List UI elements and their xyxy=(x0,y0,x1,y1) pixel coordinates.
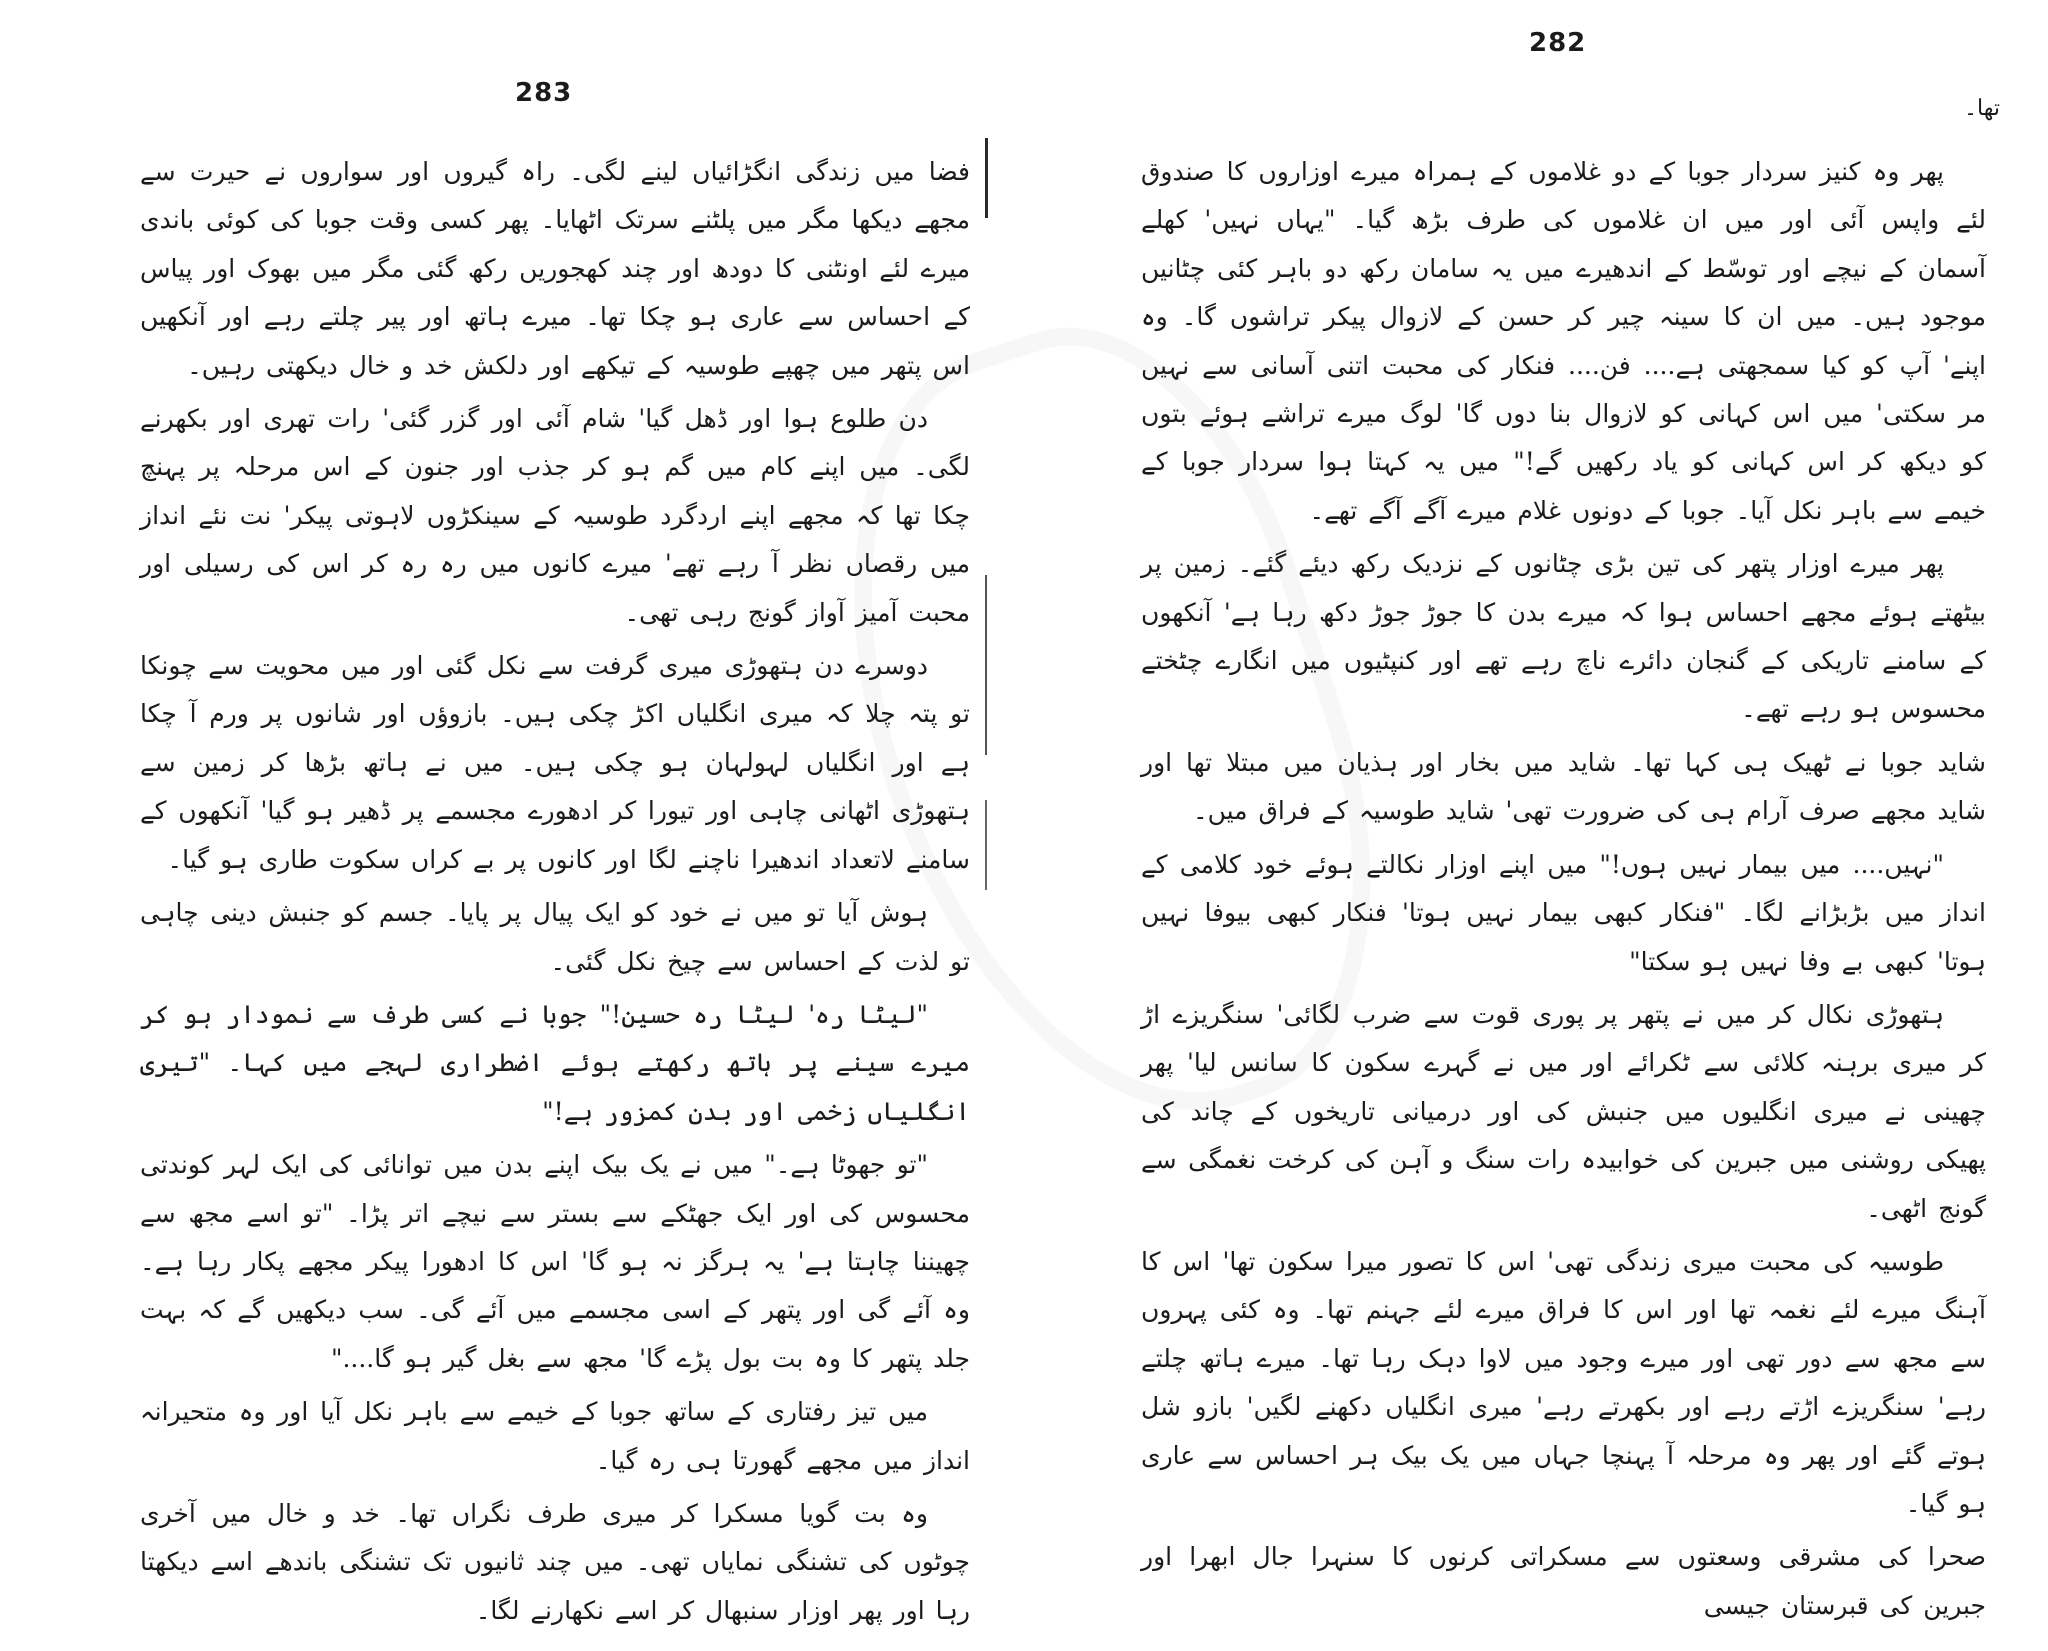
paragraph: شاید جوبا نے ٹھیک ہی کہا تھا۔ شاید میں بخار اور ہذیان میں مبتلا تھا اور شاید مجھے صرف آرام ہی کی ضرورت تھی' شاید طوسیہ کے فراق میں۔ xyxy=(1141,747,1986,826)
carry-over-word: تھا۔ xyxy=(1964,96,2000,121)
right-page-text xyxy=(1141,148,1986,1635)
right-page xyxy=(1024,0,2048,1651)
paragraph: پھر میرے اوزار پتھر کی تین بڑی چٹانوں کے نزدیک رکھ دیئے گئے۔ زمین پر بیٹھتے ہوئے مجھے احساس ہوا کہ میرے بدن کا جوڑ جوڑ دکھ رہا ہے' آنکھوں کے سامنے تاریکی کے گنجان دائرے ناچ رہے تھے اور کنپٹیوں میں انگارے چٹختے محسوس ہو رہے تھے۔ xyxy=(1141,549,1986,724)
paragraph: وہ بت گویا مسکرا کر میری طرف نگراں تھا۔ خد و خال میں آخری چوٹوں کی تشنگی نمایاں تھی۔ میں چند ثانیوں تک تشنگی باندھے اسے دیکھتا رہا اور پھر اوزار سنبھال کر اسے نکھارنے لگا۔ xyxy=(140,1498,970,1625)
paragraph: میں تیز رفتاری کے ساتھ جوبا کے خیمے سے باہر نکل آیا اور وہ متحیرانہ انداز میں مجھے گھورتا ہی رہ گیا۔ xyxy=(140,1397,970,1475)
paragraph: دن طلوع ہوا اور ڈھل گیا' شام آئی اور گزر گئی' رات تھری اور بکھرنے لگی۔ میں اپنے کام میں گم ہو کر جذب اور جنون کے اس مرحلہ پر پہنچ چکا تھا کہ مجھے اپنے اردگرد طوسیہ کے سینکڑوں لاہوتی پیکر' نت نئے انداز میں رقصاں نظر آ رہے تھے' میرے کانوں میں رہ رہ کر اس کی رسیلی اور محبت آمیز آواز گونج رہی تھی۔ xyxy=(140,404,970,627)
paragraph: طوسیہ کی محبت میری زندگی تھی' اس کا تصور میرا سکون تھا' اس کا آہنگ میرے لئے نغمہ تھا اور اس کا فراق میرے لئے جہنم تھا۔ وہ کئی پہروں سے مجھ سے دور تھی اور میرے وجود میں لاوا دہک رہا تھا۔ میرے ہاتھ چلتے رہے' سنگریزے اڑتے رہے اور بکھرتے رہے' میری انگلیاں دکھنے لگیں' بازو شل ہوتے گئے اور پھر وہ مرحلہ آ پہنچا جہاں میں یک بیک ہر احساس سے عاری ہو گیا۔ xyxy=(1141,1246,1986,1518)
margin-mark xyxy=(985,800,987,890)
paragraph: فضا میں زندگی انگڑائیاں لینے لگی۔ راہ گیروں اور سواروں نے حیرت سے مجھے دیکھا مگر میں پلٹنے سرتک اٹھایا۔ پھر کسی وقت جوبا کی کوئی باندی میرے لئے اونٹنی کا دودھ اور چند کھجوریں رکھ گئی مگر میں بھوک اور پیاس کے احساس سے عاری ہو چکا تھا۔ میرے ہاتھ اور پیر چلتے رہے اور آنکھیں اس پتھر میں چھپے طوسیہ کے تیکھے اور دلکش خد و خال دیکھتی رہیں۔ xyxy=(140,157,970,380)
paragraph: پھر وہ کنیز سردار جوبا کے دو غلاموں کے ہمراہ میرے اوزاروں کا صندوق لئے واپس آئی اور میں ان غلاموں کی طرف بڑھ گیا۔ "یہاں نہیں' کھلے آسمان کے نیچے اور توسّط کے اندھیرے میں یہ سامان رکھ دو باہر کئی چٹانیں موجود ہیں۔ میں ان کا سینہ چیر کر حسن کے لازوال پیکر تراشوں گا۔ وہ اپنے' آپ کو کیا سمجھتی ہے.... فن.... فنکار کی محبت اتنی آسانی سے نہیں مر سکتی' میں اس کہانی کو لازوال بنا دوں گا' لوگ میرے تراشے ہوئے بتوں کو دیکھ کر اس کہانی کو یاد رکھیں گے!" میں یہ کہتا ہوا سردار جوبا کے خیمے سے باہر نکل آیا۔ جوبا کے دونوں غلام میرے آگے آگے تھے۔ xyxy=(1141,157,1986,525)
paragraph: "نہیں.... میں بیمار نہیں ہوں!" میں اپنے اوزار نکالتے ہوئے خود کلامی کے انداز میں بڑبڑانے لگا۔ "فنکار کبھی بیمار نہیں ہوتا' فنکار کبھی بیوفا نہیں ہوتا' کبھی بے وفا نہیں ہو سکتا" xyxy=(1141,849,1986,976)
margin-mark xyxy=(985,575,987,755)
paragraph: صحرا کی مشرقی وسعتوں سے مسکراتی کرنوں کا سنہرا جال ابھرا اور جبرین کی قبرستان جیسی xyxy=(1141,1542,1986,1620)
paragraph: ہتھوڑی نکال کر میں نے پتھر پر پوری قوت سے ضرب لگائی' سنگریزے اڑ کر میری برہنہ کلائی سے ٹکرائے اور میں نے گہرے سکون کا سانس لیا' پھر چھینی نے میری انگلیوں میں جنبش کی اور درمیانی تاریخوں کے چاند کی پھیکی روشنی میں جبرین کی خوابیدہ رات سنگ و آہن کی کرخت نغمگی سے گونج اٹھی۔ xyxy=(1141,999,1986,1223)
page-number-left: 283 xyxy=(515,78,573,108)
paragraph: ہوش آیا تو میں نے خود کو ایک پیال پر پایا۔ جسم کو جنبش دینی چاہی تو لذت کے احساس سے چیخ نکل گئی۔ xyxy=(140,898,970,976)
margin-mark xyxy=(985,138,988,218)
paragraph: "تو جھوٹا ہے۔" میں نے یک بیک اپنے بدن میں توانائی کی ایک لہر کوندتی محسوس کی اور ایک جھٹکے سے بستر سے نیچے اتر پڑا۔ "تو اسے مجھ سے چھیننا چاہتا ہے' یہ ہرگز نہ ہو گا' اس کا ادھورا پیکر مجھے پکار رہا ہے۔ وہ آئے گی اور پتھر کے اسی مجسمے میں آئے گی۔ سب دیکھیں گے کہ بہت جلد پتھر کا وہ بت بول پڑے گا' مجھ سے بغل گیر ہو گا...." xyxy=(140,1150,970,1373)
paragraph: دوسرے دن ہتھوڑی میری گرفت سے نکل گئی اور میں محویت سے چونکا تو پتہ چلا کہ میری انگلیاں اکڑ چکی ہیں۔ بازوؤں اور شانوں پر ورم آ چکا ہے اور انگلیاں لہولہان ہو چکی ہیں۔ میں نے ہاتھ بڑھا کر زمین سے ہتھوڑی اٹھانی چاہی اور تیورا کر ادھورے مجسمے پر ڈھیر ہو گیا' آنکھوں کے سامنے لاتعداد اندھیرا ناچنے لگا اور کانوں پر بے کراں سکوت طاری ہو گیا۔ xyxy=(140,651,970,874)
page-number-right: 282 xyxy=(1529,28,1587,58)
left-page-text xyxy=(140,148,970,1640)
paragraph: "لیٹا رہ' لیٹا رہ حسین!" جوبا نے کسی طرف سے نمودار ہو کر میرے سینے پر ہاتھ رکھتے ہوئے اضطراری لہجے میں کہا۔ "تیری انگلیاں زخمی اور بدن کمزور ہے!" xyxy=(140,999,970,1126)
